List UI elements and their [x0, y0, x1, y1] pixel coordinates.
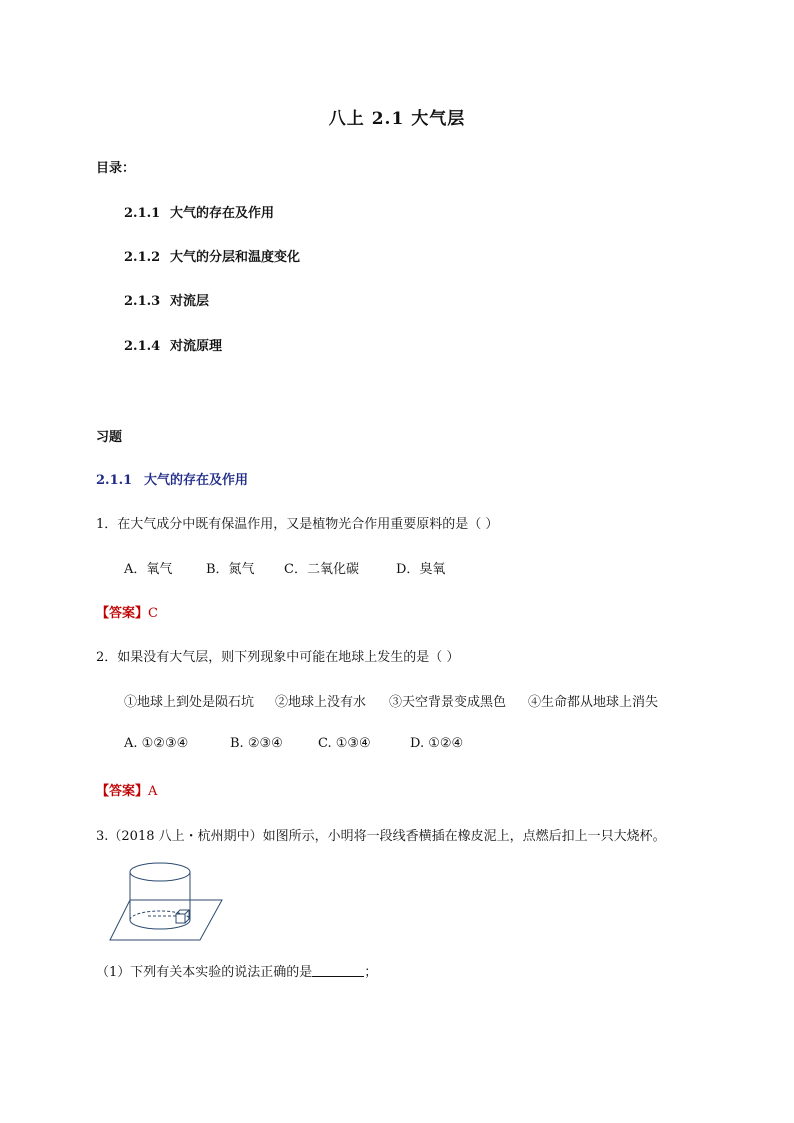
answer-tag: 【答案】 [96, 784, 149, 799]
toc-label: 目录： [96, 161, 136, 176]
question-3-text: 3.（2018 八上・杭州期中）如图所示，小明将一段线香横插在橡皮泥上，点燃后扣上一只大烧杯。 [96, 829, 666, 844]
beaker-experiment-figure [108, 860, 228, 946]
q1-option-a: A．氧气 [124, 562, 173, 577]
q2-statement-2: ②地球上没有水 [275, 695, 367, 710]
toc-item-text: 对流层 [170, 294, 210, 309]
toc-item[interactable] [124, 335, 222, 354]
subsection-number: 2.1.1 [96, 473, 133, 488]
exercises-heading: 习题 [96, 430, 123, 445]
answer-blank[interactable] [312, 976, 364, 977]
subsection-text: 大气的存在及作用 [144, 473, 249, 488]
q2-statement-4: ④生命都从地球上消失 [528, 695, 659, 710]
q1-option-d: D．臭氧 [396, 562, 446, 577]
q3-sub1-suffix: ； [364, 965, 378, 980]
q1-option-c: C．二氧化碳 [284, 562, 359, 577]
plasticine-block-edge [185, 910, 189, 914]
question-2-text: 2．如果没有大气层，则下列现象中可能在地球上发生的是（ ） [96, 650, 460, 665]
q2-option-a: A. ①②③④ [124, 736, 189, 751]
q1-answer [96, 602, 158, 621]
question-3-sub-1 [96, 961, 377, 980]
toc-item[interactable] [124, 202, 274, 221]
toc-item[interactable] [124, 246, 300, 265]
plasticine-block-shape [176, 914, 185, 923]
q2-answer [96, 780, 157, 799]
answer-value: C [148, 606, 158, 621]
toc-item-number: 2.1.1 [124, 206, 161, 221]
toc-item-number: 2.1.2 [124, 250, 161, 265]
beaker-rim-shape [130, 863, 190, 881]
toc-item-text: 大气的分层和温度变化 [170, 250, 301, 265]
q1-option-b: B．氮气 [206, 562, 255, 577]
plasticine-plate-shape [110, 900, 222, 940]
q2-statement-3: ③天空背景变成黑色 [389, 695, 507, 710]
toc-item-text: 对流原理 [170, 339, 223, 354]
answer-value: A [148, 784, 158, 799]
q2-option-d: D. ①②④ [410, 736, 464, 751]
q2-option-b: B. ②③④ [230, 736, 283, 751]
question-1-text: 1．在大气成分中既有保温作用，又是植物光合作用重要原料的是（ ） [96, 517, 499, 532]
q2-option-c: C. ①③④ [318, 736, 371, 751]
toc-item-text: 大气的存在及作用 [170, 206, 275, 221]
toc-item[interactable] [124, 290, 209, 309]
toc-item-number: 2.1.4 [124, 339, 161, 354]
page-title: 八上 2.1 大气层 [328, 109, 466, 129]
answer-tag: 【答案】 [96, 606, 149, 621]
q3-sub1-prefix: （1）下列有关本实验的说法正确的是 [96, 965, 313, 980]
subsection-heading [96, 469, 248, 488]
q2-statement-1: ①地球上到处是陨石坑 [124, 695, 255, 710]
toc-item-number: 2.1.3 [124, 294, 161, 309]
